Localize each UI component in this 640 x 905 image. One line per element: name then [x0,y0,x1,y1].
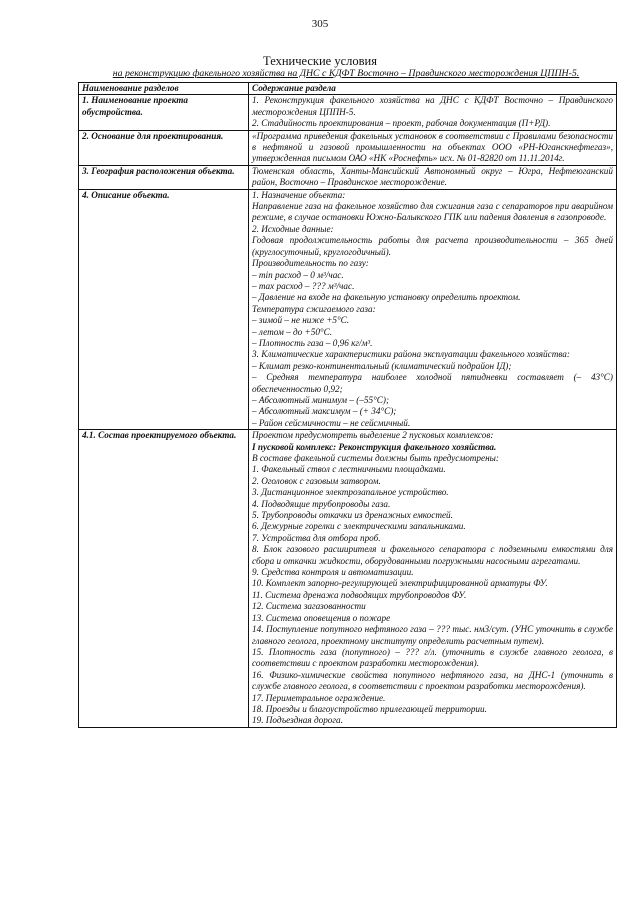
column-header-content: Содержание раздела [249,83,617,95]
document-title: Технические условия [263,54,377,68]
content-line: Производительность по газу: [252,258,369,269]
table-row [79,165,617,189]
section-content [249,95,617,130]
content-line: 9. Средства контроля и автоматизации. [252,567,414,578]
content-line: 16. Физико-химические свойства попутного нефтяного газа, на ДНС-1 (уточнить в службе главного геолога, в соответствии с проектом разработки месторождения). [252,669,613,692]
content-line: 2. Оголовок с газовым затвором. [252,475,381,486]
content-line: Годовая продолжительность работы для расчета производительности – 365 дней (круглосуточный, круглогодичный). [252,235,613,257]
section-name: 2. Основание для проектирования. [79,130,249,165]
content-line: 4. Подводящие трубопроводы газа. [252,498,391,509]
content-line: – min расход – 0 м³/час. [252,269,344,280]
content-line: «Программа приведения факельных установок в соответствии с Правилами безопасности в нефтяной и газовой промышленности на объектах ООО «РН-Юганскнефтегаз», утвержденная письмом ОАО «НК «Роснефть» исх. № 01-82820 от 11.11.2014г. [252,130,613,164]
content-line: Направление газа на факельное хозяйство для сжигания газа с сепараторов при аварийном режиме, в случае остановки Южно-Балыкского ГПК или падения давления в газопроводе. [252,201,613,223]
content-line: Проектом предусмотреть выделение 2 пусковых комплексов: [252,430,494,441]
content-line: – зимой – не ниже +5°С. [252,315,350,326]
content-line: Температура сжигаемого газа: [252,303,376,314]
section-name: 1. Наименование проекта обустройства. [79,95,249,130]
column-header-sections: Наименование разделов [79,83,249,95]
content-line: 14. Поступление попутного нефтяного газа – ??? тыс. нм3/сут. (УНС уточнить в службе главного геолога, проектному институту определить расчетным путем). [252,624,613,646]
content-line: 1. Назначение объекта: [252,189,346,200]
content-line: 8. Блок газового расширителя и факельного сепаратора с подземными емкостями для сбора и откачки жидкости, оборудованными погружными насосными агрегатами. [252,544,613,566]
content-line: 7. Устройства для отбора проб. [252,532,381,543]
section-content [249,430,617,728]
content-line: – Абсолютный максимум – (+ 34°С); [252,406,397,417]
content-line: – Давление на входе на факельную установку определить проектом. [252,292,521,303]
table-row [79,95,617,130]
content-line: В составе факельной системы должны быть предусмотрены: [252,453,499,463]
table-header-row [79,83,617,95]
section-content [249,165,617,189]
table-row [79,430,617,728]
content-line: – Абсолютный минимум – (–55°С); [252,394,389,405]
content-line: – Плотность газа – 0,96 кг/м³. [252,337,373,348]
content-line: 11. Система дренажа подводящих трубопроводов ФУ. [252,589,467,600]
content-line: 10. Комплект запорно-регулирующей электрифицированной арматуры ФУ. [252,578,548,589]
content-line: Тюменская область, Ханты-Мансийский Автономный округ – Югра, Нефтеюганский район, Восточно – Правдинское месторождение. [252,165,613,188]
content-line: 1. Реконструкция факельного хозяйства на ДНС с КДФТ Восточно – Правдинского месторождения ЦППН-5. [252,95,613,117]
content-line: 15. Плотность газа (попутного) – ??? г/л. (уточнить в службе главного геолога, в соответствии с проектом разработки месторождения). [252,646,613,669]
content-line: – Климат резко-континентальный (климатический подрайон IД); [252,360,512,371]
content-line: 17. Периметральное ограждение. [252,692,386,703]
content-line: – max расход – ??? м³/час. [252,280,355,291]
document-subtitle: на реконструкцию факельного хозяйства на ДНС с КДФТ Восточно – Правдинского месторождения ЦППН-5. [112,68,580,79]
content-line: 18. Проезды и благоустройство прилегающей территории. [252,703,487,714]
section-content [249,130,617,165]
content-line: 12. Система загазованности [252,601,366,612]
section-content [249,189,617,430]
content-line: 3. Дистанционное электрозапальное устройство. [252,487,449,498]
content-line: 19. Подъездная дорога. [252,715,343,726]
content-line: – летом – до +50°С. [252,326,333,337]
content-line: 6. Дежурные горелки с электрическими запальниками. [252,521,466,532]
content-line: 3. Климатические характеристики района эксплуатации факельного хозяйства: [252,349,570,360]
section-name: 4.1. Состав проектируемого объекта. [79,430,249,728]
page-number: 305 [311,18,329,30]
content-line: – Район сейсмичности – не сейсмичный. [252,417,411,428]
content-line: I пусковой комплекс: Реконструкция факельного хозяйства. [252,441,497,452]
content-line: 1. Факельный ствол с лестничными площадками. [252,464,446,475]
table-row [79,130,617,165]
specification-table [78,82,617,728]
content-line: 13. Система оповещения о пожаре [252,612,391,623]
content-line: 2. Исходные данные: [252,223,334,234]
table-row [79,189,617,430]
content-line: – Средняя температура наиболее холодной пятидневки составляет (– 43°С) обеспеченностью 0,92; [252,372,613,394]
section-name: 3. География расположения объекта. [79,165,249,189]
content-line: 2. Стадийность проектирования – проект, рабочая документация (П+РД). [252,118,551,129]
section-name: 4. Описание объекта. [79,189,249,430]
content-line: 5. Трубопроводы откачки из дренажных емкостей. [252,510,453,521]
